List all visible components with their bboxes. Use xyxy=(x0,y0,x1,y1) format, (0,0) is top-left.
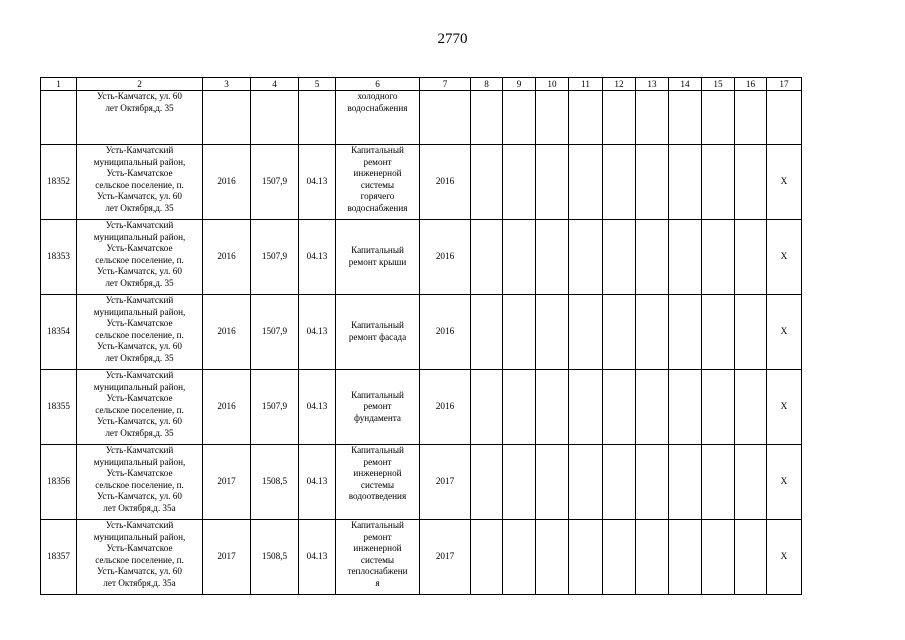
cell-empty xyxy=(669,295,702,370)
table-row xyxy=(41,220,802,295)
column-header: 15 xyxy=(702,78,735,91)
cell-empty xyxy=(636,91,669,145)
cell-empty xyxy=(471,91,503,145)
cell-work xyxy=(336,445,420,520)
cell-id: 18357 xyxy=(41,520,77,595)
cell-year2: 2016 xyxy=(420,145,471,220)
cell-empty xyxy=(251,91,299,145)
cell-empty xyxy=(503,91,536,145)
cell-empty xyxy=(603,220,636,295)
works-table xyxy=(40,77,802,595)
cell-mark: X xyxy=(767,145,802,220)
cell-empty xyxy=(471,520,503,595)
cell-address xyxy=(77,520,203,595)
cell-empty xyxy=(702,91,735,145)
cell-year2: 2017 xyxy=(420,445,471,520)
address-text: Усть-Камчатский муниципальный район, Усть-Камчатское сельское поселение, п. Усть-Камчатск, ул. 60 лет Октября,д. 35а xyxy=(93,520,186,588)
address-text: Усть-Камчатский муниципальный район, Усть-Камчатское сельское поселение, п. Усть-Камчатск, ул. 60 лет Октября,д. 35 xyxy=(93,295,186,363)
cell-empty xyxy=(603,370,636,445)
cell-mark: X xyxy=(767,520,802,595)
cell-empty xyxy=(471,370,503,445)
column-header: 1 xyxy=(41,78,77,91)
column-number-row xyxy=(41,78,802,91)
column-header: 2 xyxy=(77,78,203,91)
work-text: Капитальный ремонт инженерной системы теплоснабжени я xyxy=(347,520,408,588)
cell-empty xyxy=(503,220,536,295)
cell-empty xyxy=(603,520,636,595)
column-header: 12 xyxy=(603,78,636,91)
cell-empty xyxy=(536,220,569,295)
cell-empty xyxy=(503,520,536,595)
column-header: 4 xyxy=(251,78,299,91)
column-header: 14 xyxy=(669,78,702,91)
column-header: 16 xyxy=(735,78,767,91)
cell-mark: X xyxy=(767,295,802,370)
cell-empty xyxy=(569,445,603,520)
cell-empty xyxy=(471,145,503,220)
cell-work xyxy=(336,220,420,295)
cell-empty xyxy=(503,145,536,220)
column-header: 5 xyxy=(299,78,336,91)
cell-code: 04.13 xyxy=(299,145,336,220)
cell-empty xyxy=(503,445,536,520)
cell-id: 18352 xyxy=(41,145,77,220)
column-header: 17 xyxy=(767,78,802,91)
cell-work xyxy=(336,520,420,595)
cell-empty xyxy=(569,295,603,370)
cell-empty xyxy=(636,220,669,295)
cell-empty xyxy=(702,295,735,370)
cell-area: 1507,9 xyxy=(251,220,299,295)
cell-empty xyxy=(503,295,536,370)
column-header: 13 xyxy=(636,78,669,91)
cell-year: 2016 xyxy=(203,145,251,220)
cell-year: 2016 xyxy=(203,220,251,295)
cell-address xyxy=(77,145,203,220)
address-text: Усть-Камчатск, ул. 60 лет Октября,д. 35 xyxy=(97,91,182,113)
cell-empty xyxy=(669,91,702,145)
cell-year: 2016 xyxy=(203,295,251,370)
table-row xyxy=(41,520,802,595)
cell-empty xyxy=(536,370,569,445)
cell-empty xyxy=(420,91,471,145)
address-text: Усть-Камчатский муниципальный район, Усть-Камчатское сельское поселение, п. Усть-Камчатск, ул. 60 лет Октября,д. 35 xyxy=(93,145,186,213)
cell-empty xyxy=(702,445,735,520)
cell-empty xyxy=(536,445,569,520)
cell-work xyxy=(336,145,420,220)
cell-empty xyxy=(569,370,603,445)
cell-empty xyxy=(603,145,636,220)
cell-address xyxy=(77,91,203,145)
cell-empty xyxy=(669,220,702,295)
work-text: Капитальный ремонт фундамента xyxy=(351,389,404,423)
column-header: 11 xyxy=(569,78,603,91)
work-text: Капитальный ремонт крыши xyxy=(348,245,407,267)
cell-empty xyxy=(735,295,767,370)
cell-mark: X xyxy=(767,220,802,295)
cell-empty xyxy=(636,370,669,445)
cell-code: 04.13 xyxy=(299,445,336,520)
page-number: 2770 xyxy=(437,31,468,47)
column-header: 7 xyxy=(420,78,471,91)
cell-empty xyxy=(636,445,669,520)
cell-empty xyxy=(636,295,669,370)
table-row xyxy=(41,145,802,220)
cell-area: 1507,9 xyxy=(251,145,299,220)
address-text: Усть-Камчатский муниципальный район, Усть-Камчатское сельское поселение, п. Усть-Камчатск, ул. 60 лет Октября,д. 35 xyxy=(93,220,186,288)
cell-work xyxy=(336,370,420,445)
cell-empty xyxy=(203,91,251,145)
cell-area: 1508,5 xyxy=(251,445,299,520)
table-row xyxy=(41,445,802,520)
cell-empty xyxy=(636,145,669,220)
work-text: Капитальный ремонт инженерной системы водоотведения xyxy=(348,445,407,502)
cell-mark: X xyxy=(767,445,802,520)
cell-empty xyxy=(299,91,336,145)
column-header: 8 xyxy=(471,78,503,91)
cell-address xyxy=(77,370,203,445)
cell-code: 04.13 xyxy=(299,295,336,370)
cell-empty xyxy=(536,91,569,145)
column-header: 9 xyxy=(503,78,536,91)
cell-empty xyxy=(636,520,669,595)
cell-empty xyxy=(569,520,603,595)
cell-id: 18353 xyxy=(41,220,77,295)
cell-year2: 2016 xyxy=(420,220,471,295)
cell-code: 04.13 xyxy=(299,520,336,595)
cell-year2: 2016 xyxy=(420,370,471,445)
work-text: Капитальный ремонт инженерной системы горячего водоснабжения xyxy=(347,145,408,213)
column-header: 3 xyxy=(203,78,251,91)
cell-empty xyxy=(569,220,603,295)
cell-area: 1507,9 xyxy=(251,370,299,445)
cell-year: 2017 xyxy=(203,445,251,520)
table-row xyxy=(41,370,802,445)
cell-empty xyxy=(536,145,569,220)
work-text: холодного водоснабжения xyxy=(347,91,408,113)
cell-empty xyxy=(735,520,767,595)
cell-empty xyxy=(569,91,603,145)
work-text: Капитальный ремонт фасада xyxy=(348,320,407,342)
cell-work xyxy=(336,295,420,370)
cell-empty xyxy=(536,520,569,595)
cell-address xyxy=(77,295,203,370)
cell-empty xyxy=(669,520,702,595)
cell-area: 1508,5 xyxy=(251,520,299,595)
cell-year2: 2016 xyxy=(420,295,471,370)
cell-empty xyxy=(603,445,636,520)
cell-empty xyxy=(735,445,767,520)
cell-empty xyxy=(536,295,569,370)
cell-empty xyxy=(603,295,636,370)
cell-empty xyxy=(41,91,77,145)
cell-empty xyxy=(702,220,735,295)
column-header: 10 xyxy=(536,78,569,91)
cell-work xyxy=(336,91,420,145)
cell-empty xyxy=(569,145,603,220)
cell-year: 2016 xyxy=(203,370,251,445)
cell-address xyxy=(77,445,203,520)
address-text: Усть-Камчатский муниципальный район, Усть-Камчатское сельское поселение, п. Усть-Камчатск, ул. 60 лет Октября,д. 35 xyxy=(93,370,186,438)
cell-empty xyxy=(669,145,702,220)
cell-empty xyxy=(702,370,735,445)
address-text: Усть-Камчатский муниципальный район, Усть-Камчатское сельское поселение, п. Усть-Камчатск, ул. 60 лет Октября,д. 35а xyxy=(93,445,186,513)
cell-empty xyxy=(471,445,503,520)
cell-year2: 2017 xyxy=(420,520,471,595)
cell-empty xyxy=(735,91,767,145)
cell-empty xyxy=(702,145,735,220)
cell-area: 1507,9 xyxy=(251,295,299,370)
cell-empty xyxy=(669,370,702,445)
cell-code: 04.13 xyxy=(299,370,336,445)
cell-empty xyxy=(735,370,767,445)
cell-empty xyxy=(767,91,802,145)
cell-code: 04.13 xyxy=(299,220,336,295)
cell-empty xyxy=(702,520,735,595)
cell-id: 18355 xyxy=(41,370,77,445)
cell-empty xyxy=(503,370,536,445)
cell-id: 18356 xyxy=(41,445,77,520)
cell-address xyxy=(77,220,203,295)
cell-empty xyxy=(735,220,767,295)
cell-empty xyxy=(603,91,636,145)
column-header: 6 xyxy=(336,78,420,91)
cell-empty xyxy=(471,295,503,370)
cell-year: 2017 xyxy=(203,520,251,595)
cell-id: 18354 xyxy=(41,295,77,370)
cell-empty xyxy=(669,445,702,520)
cell-mark: X xyxy=(767,370,802,445)
table-row xyxy=(41,295,802,370)
cell-empty xyxy=(471,220,503,295)
cell-empty xyxy=(735,145,767,220)
continuation-row xyxy=(41,91,802,145)
